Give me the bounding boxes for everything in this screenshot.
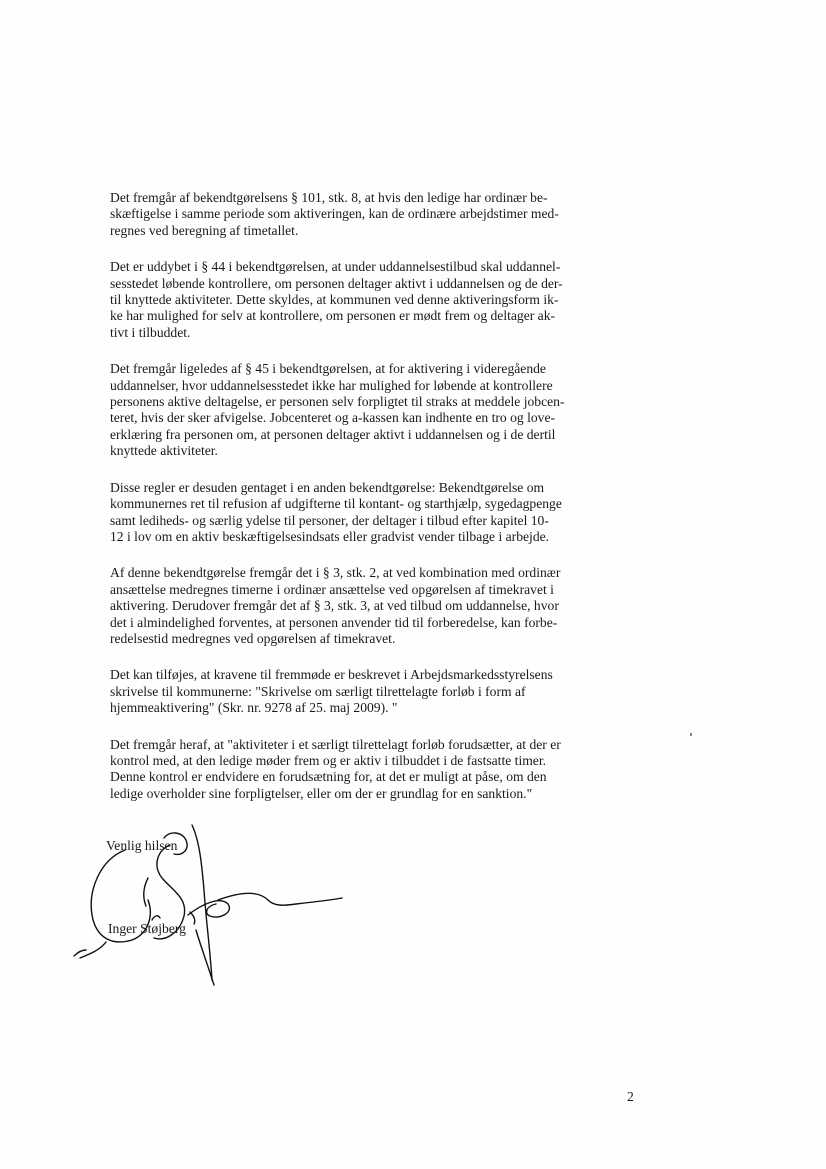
text-line: ke har mulighed for selv at kontrollere, om personen er mødt frem og deltager ak- [110,308,556,324]
text-line: Det er uddybet i § 44 i bekendtgørelsen, at under uddannelsestilbud skal uddannel- [110,259,561,275]
text-line: Det kan tilføjes, at kravene til fremmøde er beskrevet i Arbejdsmarkedsstyrelsens [110,667,553,683]
text-line: hjemmeaktivering" (Skr. nr. 9278 af 25. maj 2009). " [110,700,398,716]
text-line: det i almindelighed forventes, at personen anvender tid til forberedelse, kan forbe- [110,614,558,630]
text-line: personens aktive deltagelse, er personen selv forpligtet til straks at meddele jobcen- [110,394,565,410]
text-line: tivt i tilbuddet. [110,324,191,340]
text-line: sesstedet løbende kontrollere, om personen deltager aktivt i uddannelsen og de der- [110,275,563,291]
page-number: 2 [627,1089,634,1104]
text-line: knyttede aktiviteter. [110,443,218,459]
text-line: samt lediheds- og særlig ydelse til personer, der deltager i tilbud efter kapitel 10- [110,512,549,528]
text-line: ansættelse medregnes timerne i ordinær ansættelse ved opgørelsen af timekravet i [110,581,554,597]
text-line: Disse regler er desuden gentaget i en anden bekendtgørelse: Bekendtgørelse om [110,479,545,495]
paragraph [110,480,600,546]
paragraph [110,667,600,716]
paragraph [110,259,600,341]
handwritten-signature [70,820,360,1000]
text-line: uddannelser, hvor uddannelsesstedet ikke har mulighed for løbende at kontrollere [110,377,553,393]
paragraph [110,565,600,647]
text-line: teret, hvis der sker afvigelse. Jobcenteret og a-kassen kan indhente en tro og love- [110,410,556,426]
closing-salutation: Venlig hilsen [106,838,178,853]
letter-body [110,190,600,822]
text-line: Denne kontrol er endvidere en forudsætning for, at det er muligt at påse, om den [110,769,547,785]
text-line: skrivelse til kommunerne: "Skrivelse om særligt tilrettelagte forløb i form af [110,683,526,699]
text-line: redelsestid medregnes ved opgørelsen af timekravet. [110,630,396,646]
scan-speck [690,733,692,736]
paragraph [110,190,600,239]
text-line: ledige overholder sine forpligtelser, eller om der er grundlag for en sanktion." [110,785,533,801]
text-line: Af denne bekendtgørelse fremgår det i § 3, stk. 2, at ved kombination med ordinær [110,565,561,581]
text-line: aktivering. Derudover fremgår det af § 3, stk. 3, at ved tilbud om uddannelse, hvor [110,598,559,614]
signer-name: Inger Støjberg [108,921,186,936]
text-line: kontrol med, at den ledige møder frem og er aktiv i tilbuddet i de fastsatte timer. [110,752,547,768]
text-line: til knyttede aktiviteter. Dette skyldes, at kommunen ved denne aktiveringsform ik- [110,292,559,308]
text-line: kommunernes ret til refusion af udgifterne til kontant- og starthjælp, sygedagpenge [110,496,562,512]
text-line: skæftigelse i samme periode som aktiveringen, kan de ordinære arbejdstimer med- [110,206,559,222]
text-line: regnes ved beregning af timetallet. [110,222,299,238]
paragraph [110,361,600,459]
text-line: 12 i lov om en aktiv beskæftigelsesindsats eller gradvist vender tilbage i arbejde. [110,528,550,544]
text-line: erklæring fra personen om, at personen deltager aktivt i uddannelsen og i de dertil [110,426,556,442]
text-line: Det fremgår heraf, at "aktiviteter i et særligt tilrettelagt forløb forudsætter, at der er [110,736,561,752]
text-line: Det fremgår ligeledes af § 45 i bekendtgørelsen, at for aktivering i videregående [110,361,546,377]
text-line: Det fremgår af bekendtgørelsens § 101, stk. 8, at hvis den ledige har ordinær be- [110,190,548,205]
paragraph [110,737,600,803]
